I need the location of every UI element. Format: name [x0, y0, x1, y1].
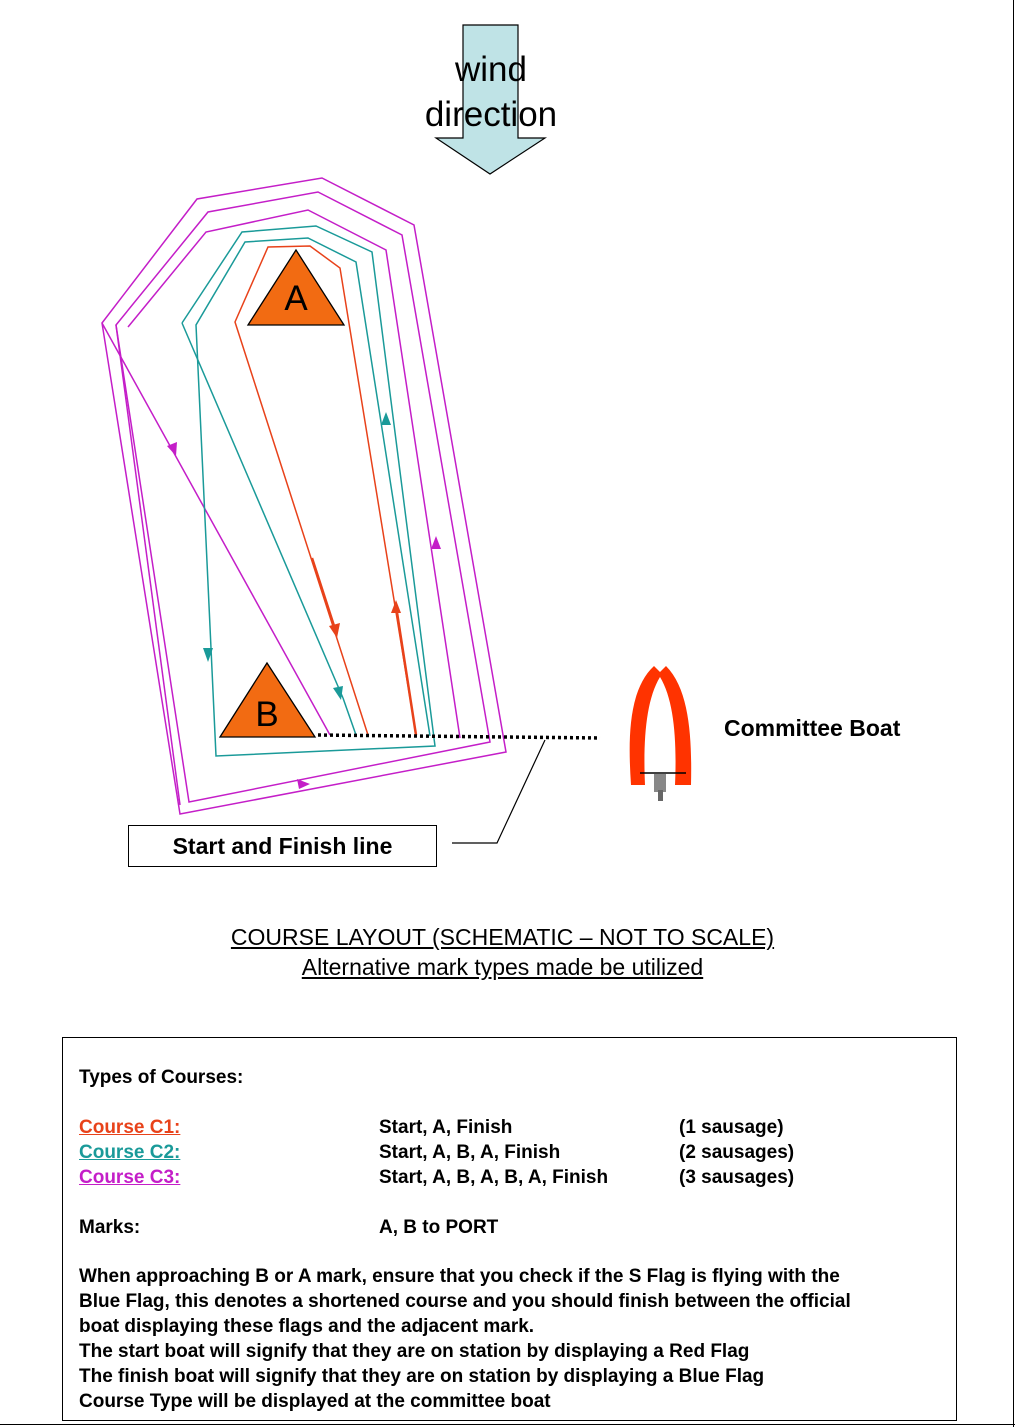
course-c3-name: Course C3:	[79, 1167, 181, 1188]
note-line: Course Type will be displayed at the committee boat	[79, 1391, 551, 1412]
note-line: The start boat will signify that they are on station by displaying a Red Flag	[79, 1341, 750, 1362]
marks-value: A, B to PORT	[379, 1217, 499, 1238]
wind-label: wind	[455, 50, 527, 89]
page-border-bottom	[0, 1424, 1015, 1425]
course-c2-route: Start, A, B, A, Finish	[379, 1142, 561, 1163]
courses-heading: Types of Courses:	[79, 1067, 244, 1088]
notes-text	[79, 1264, 949, 1414]
course-c1-sausages: (1 sausage)	[679, 1117, 784, 1138]
start-finish-line	[318, 735, 600, 738]
course-c2-sausages: (2 sausages)	[679, 1142, 795, 1163]
start-finish-label: Start and Finish line	[172, 832, 393, 859]
note-line: When approaching B or A mark, ensure that you check if the S Flag is flying with the	[79, 1266, 840, 1287]
course-c1-route: Start, A, Finish	[379, 1117, 513, 1138]
start-finish-leader-line	[452, 740, 545, 843]
course-info-box	[62, 1037, 957, 1421]
committee-boat-icon	[630, 666, 692, 801]
course-c1-name: Course C1:	[79, 1117, 181, 1138]
course-c1-arrows	[329, 600, 401, 638]
note-line: boat displaying these flags and the adjacent mark.	[79, 1316, 535, 1337]
committee-boat-label: Committee Boat	[724, 715, 901, 741]
note-line: Blue Flag, this denotes a shortened course and you should finish between the official	[79, 1291, 851, 1312]
course-c3-sausages: (3 sausages)	[679, 1167, 795, 1188]
mark-a-label: A	[284, 279, 308, 318]
mark-b-label: B	[255, 695, 279, 734]
note-line: The finish boat will signify that they are on station by displaying a Blue Flag	[79, 1366, 765, 1387]
marks-label: Marks:	[79, 1217, 141, 1238]
wind-direction-label: direction	[424, 95, 558, 134]
course-layout-caption: COURSE LAYOUT (SCHEMATIC – NOT TO SCALE)	[230, 924, 775, 950]
course-c3-route: Start, A, B, A, B, A, Finish	[379, 1167, 609, 1188]
start-finish-label-box	[128, 825, 437, 867]
course-c2-name: Course C2:	[79, 1142, 181, 1163]
mark-types-caption: Alternative mark types made be utilized	[301, 954, 704, 980]
